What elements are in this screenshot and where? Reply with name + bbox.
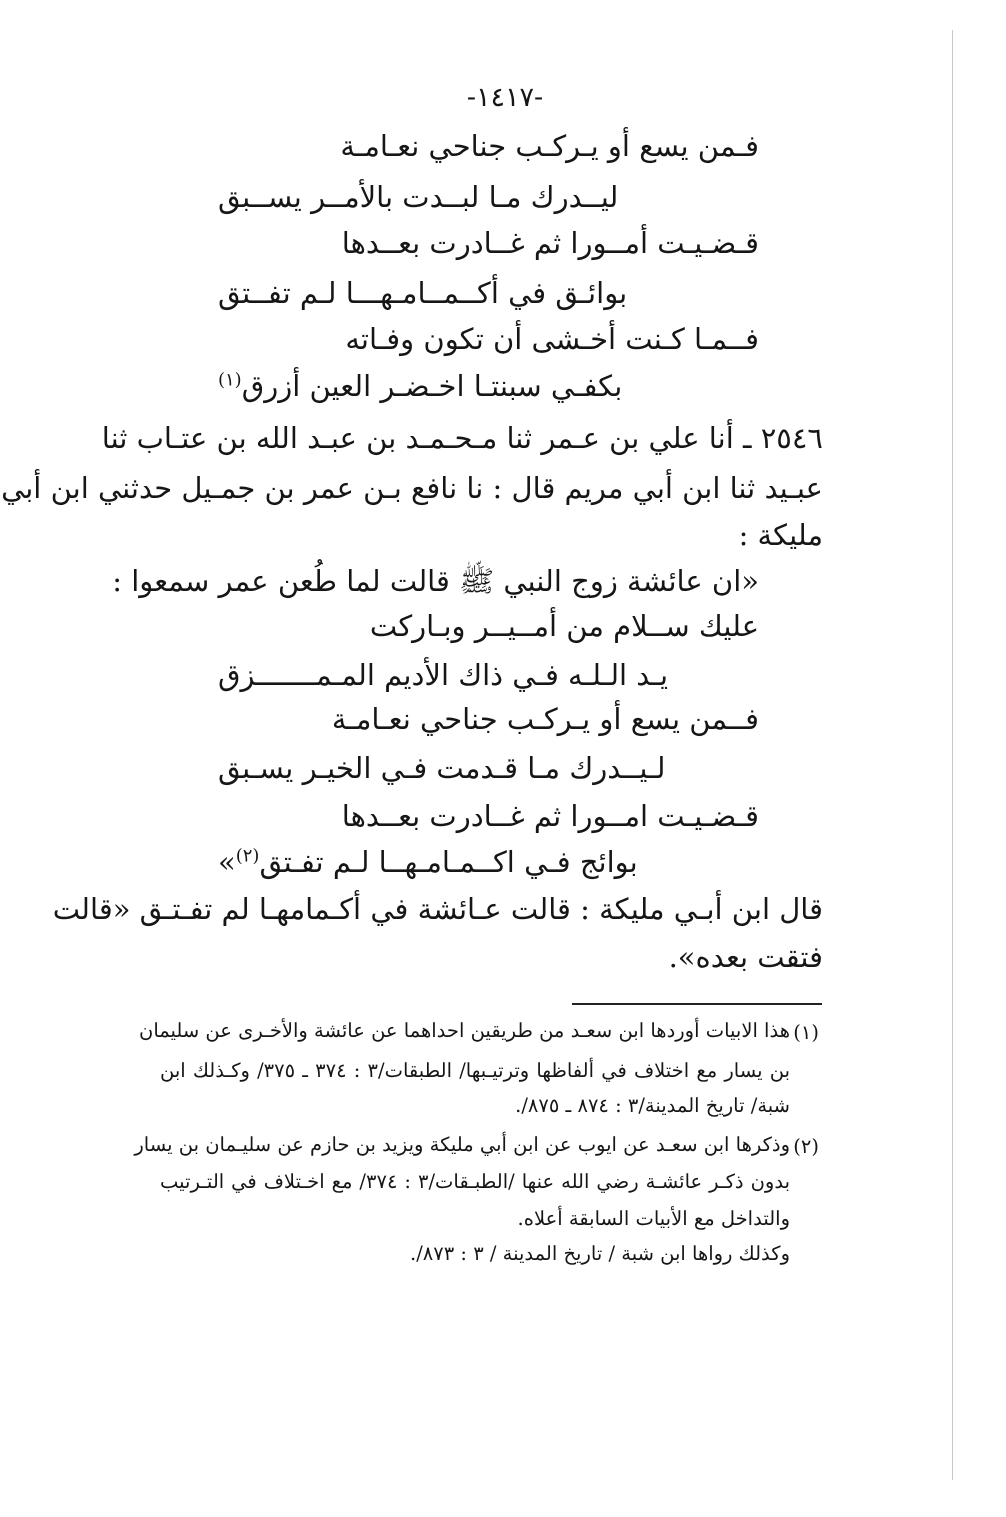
verse-line: عليك ســلام من أمــيــر وبـاركت: [369, 609, 759, 643]
verse-line: يـد الـلـه فـي ذاك الأديم المـمـــــــزق: [218, 658, 669, 692]
footnote-line: وكذلك رواها ابن شبة / تاريخ المدينة / ٣ : ٨٧٣/.: [410, 1242, 790, 1265]
closing-quote: »: [218, 845, 236, 879]
page-number: -١٤١٧-: [466, 82, 544, 113]
hadith-intro: «ان عائشة زوج النبي ﷺ قالت لما طُعن عمر سمعوا :: [112, 564, 759, 598]
narration-line: مليكة :: [738, 518, 823, 552]
closing-line: قال ابن أبـي مليكة : قالت عـائشة في أكـمامهـا لم تفـتـق «قالت: [52, 892, 823, 926]
verse-line: قـضـيـت امــورا ثم غــادرت بعــدها: [341, 799, 759, 833]
narration-line: عبـيد ثنا ابن أبي مريم قال : نا نافع بـن عمر بن جمـيل حدثني ابن أبي: [1, 471, 823, 505]
scan-edge-line: [952, 30, 953, 1480]
verse-line: فــمن يسع أو يـركـب جناحي نعـامـة: [331, 702, 759, 736]
verse-line: [218, 369, 623, 403]
verse-line: ليــدرك مـا لبــدت بالأمــر يســبق: [218, 180, 619, 214]
closing-line: فتقت بعده».: [668, 940, 823, 974]
footnote-separator: [572, 1003, 822, 1005]
verse-text: بكفـي سبنتـا اخـضـر العين أزرق: [241, 369, 623, 403]
footnote-line: بدون ذكـر عائشـة رضي الله عنها /الطبـقات/٣ : ٣٧٤/ مع اخـتلاف في التـرتيب: [160, 1170, 790, 1193]
footnote-number: (٢): [793, 1135, 819, 1158]
verse-line: فــمـا كـنت أخـشى أن تكون وفـاته: [345, 322, 759, 356]
footnote-line: والتداخل مع الأبيات السابقة أعلاه.: [517, 1207, 790, 1230]
footnote-number: (١): [793, 1021, 819, 1044]
verse-text: بوائج فـي اكــمـامـهــا لـم تفـتق: [259, 845, 638, 879]
verse-line: [218, 845, 638, 879]
footnote-line: وذكرها ابن سعـد عن ايوب عن ابن أبي مليكة ويزيد بن حازم عن سليـمان بن يسار: [134, 1133, 790, 1156]
footnote-ref: (٢): [235, 845, 260, 867]
verse-line: بوائـق في أكــمــامـهـــا لـم تفــتق: [218, 276, 628, 310]
footnote-line: شبة/ تاريخ المدينة/٣ : ٨٧٤ ـ ٨٧٥/.: [515, 1094, 790, 1117]
footnote-ref: (١): [218, 369, 242, 391]
verse-line: فـمن يسع أو يـركـب جناحي نعـامـة: [340, 129, 759, 163]
footnote-line: هذا الابيات أوردها ابن سعـد من طريقين احداهما عن عائشة والأخـرى عن سليمان: [139, 1019, 790, 1042]
verse-line: قـضـيـت أمــورا ثم غــادرت بعــدها: [341, 226, 759, 260]
footnote-line: بن يسار مع اختلاف في ألفاظها وترتيـبها/ الطبقات/٣ : ٣٧٤ ـ ٣٧٥/ وكـذلك ابن: [160, 1059, 790, 1082]
narration-line: ٢٥٤٦ ـ أنا علي بن عـمر ثنا مـحـمـد بن عبـد الله بن عتـاب ثنا: [101, 421, 823, 455]
verse-line: لـيــدرك مـا قـدمت فـي الخيـر يسـبق: [218, 751, 666, 785]
